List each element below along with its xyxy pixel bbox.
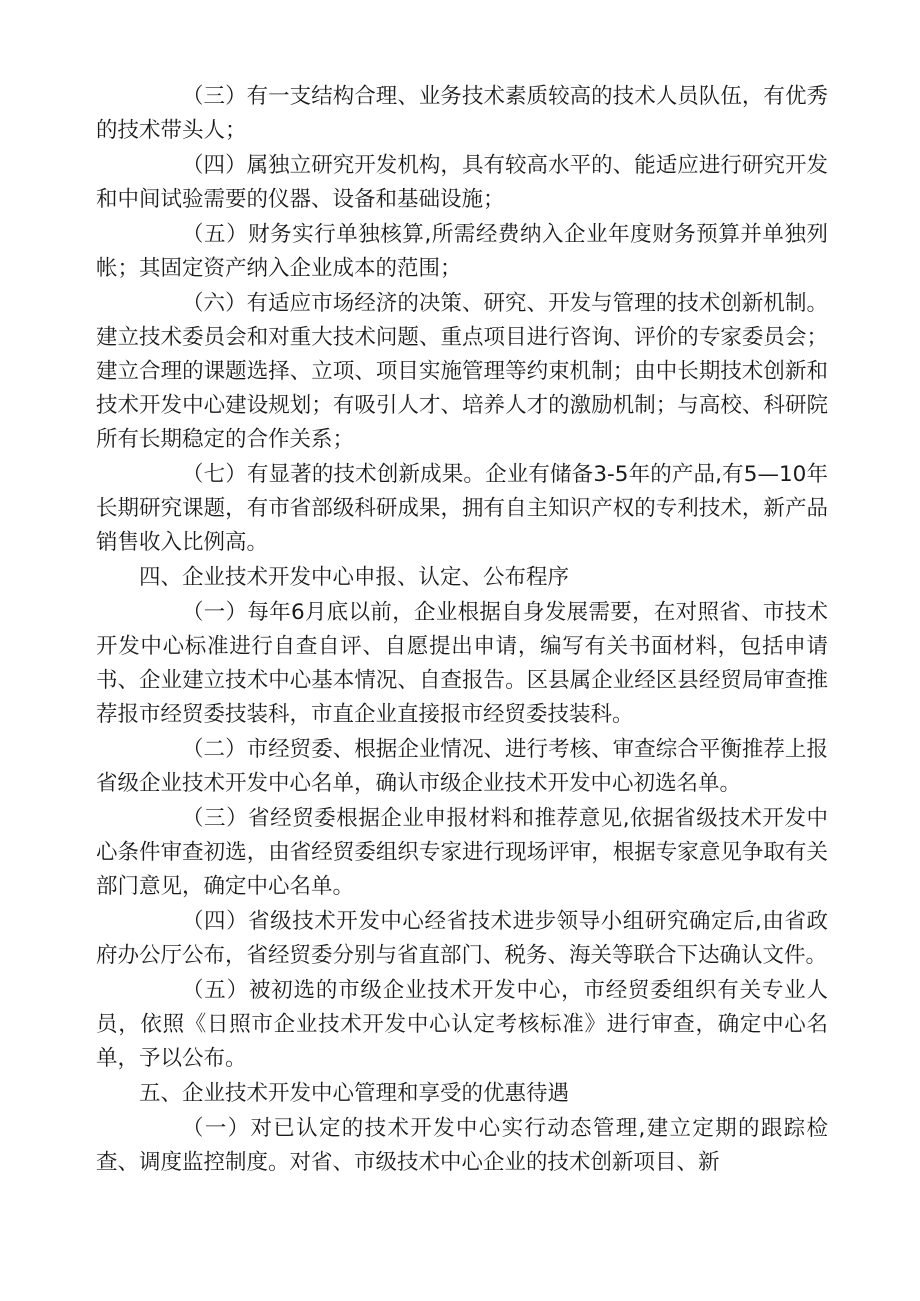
- document-body: [96, 80, 828, 1181]
- paragraph-item-4-1: （一）每年6月底以前，企业根据自身发展需要，在对照省、市技术开发中心标准进行自查自评、自愿提出申请，编写有关书面材料，包括申请书、企业建立技术中心基本情况、自查报告。区县属企业经区县经贸局审查推荐报市经贸委技装科，市直企业直接报市经贸委技装科。: [96, 600, 828, 727]
- paragraph-item-5: （五）财务实行单独核算,所需经费纳入企业年度财务预算并单独列帐；其固定资产纳入企业成本的范围；: [96, 222, 828, 281]
- paragraph-item-4-2: （二）市经贸委、根据企业情况、进行考核、审查综合平衡推荐上报省级企业技术开发中心名单，确认市级企业技术开发中心初选名单。: [96, 737, 828, 796]
- paragraph-item-7: （七）有显著的技术创新成果。企业有储备3-5年的产品,有5—10年长期研究课题，有市省部级科研成果，拥有自主知识产权的专利技术，新产品销售收入比例高。: [96, 462, 828, 555]
- paragraph-item-4-3: （三）省经贸委根据企业申报材料和推荐意见,依据省级技术开发中心条件审查初选，由省经贸委组织专家进行现场评审，根据专家意见争取有关部门意见，确定中心名单。: [96, 806, 828, 899]
- paragraph-item-4-4: （四）省级技术开发中心经省技术进步领导小组研究确定后,由省政府办公厅公布，省经贸委分别与省直部门、税务、海关等联合下达确认文件。: [96, 909, 828, 968]
- paragraph-item-5-1: （一）对已认定的技术开发中心实行动态管理,建立定期的跟踪检查、调度监控制度。对省、市级技术中心企业的技术创新项目、新: [96, 1116, 828, 1175]
- section-heading-4: 四、企业技术开发中心申报、认定、公布程序: [139, 565, 570, 590]
- paragraph-item-4-5: （五）被初选的市级企业技术开发中心，市经贸委组织有关专业人员，依照《日照市企业技术开发中心认定考核标准》进行审查，确定中心名单，予以公布。: [96, 978, 828, 1071]
- paragraph-item-3: （三）有一支结构合理、业务技术素质较高的技术人员队伍，有优秀的技术带头人；: [96, 84, 828, 143]
- section-heading-5: 五、企业技术开发中心管理和享受的优惠待遇: [139, 1081, 570, 1106]
- paragraph-item-4: （四）属独立研究开发机构，具有较高水平的、能适应进行研究开发和中间试验需要的仪器、设备和基础设施；: [96, 153, 828, 212]
- paragraph-item-6: （六）有适应市场经济的决策、研究、开发与管理的技术创新机制。建立技术委员会和对重大技术问题、重点项目进行咨询、评价的专家委员会；建立合理的课题选择、立项、项目实施管理等约束机制；由中长期技术创新和技术开发中心建设规划；有吸引人才、培养人才的激励机制；与高校、科研院所有长期稳定的合作关系；: [96, 291, 828, 452]
